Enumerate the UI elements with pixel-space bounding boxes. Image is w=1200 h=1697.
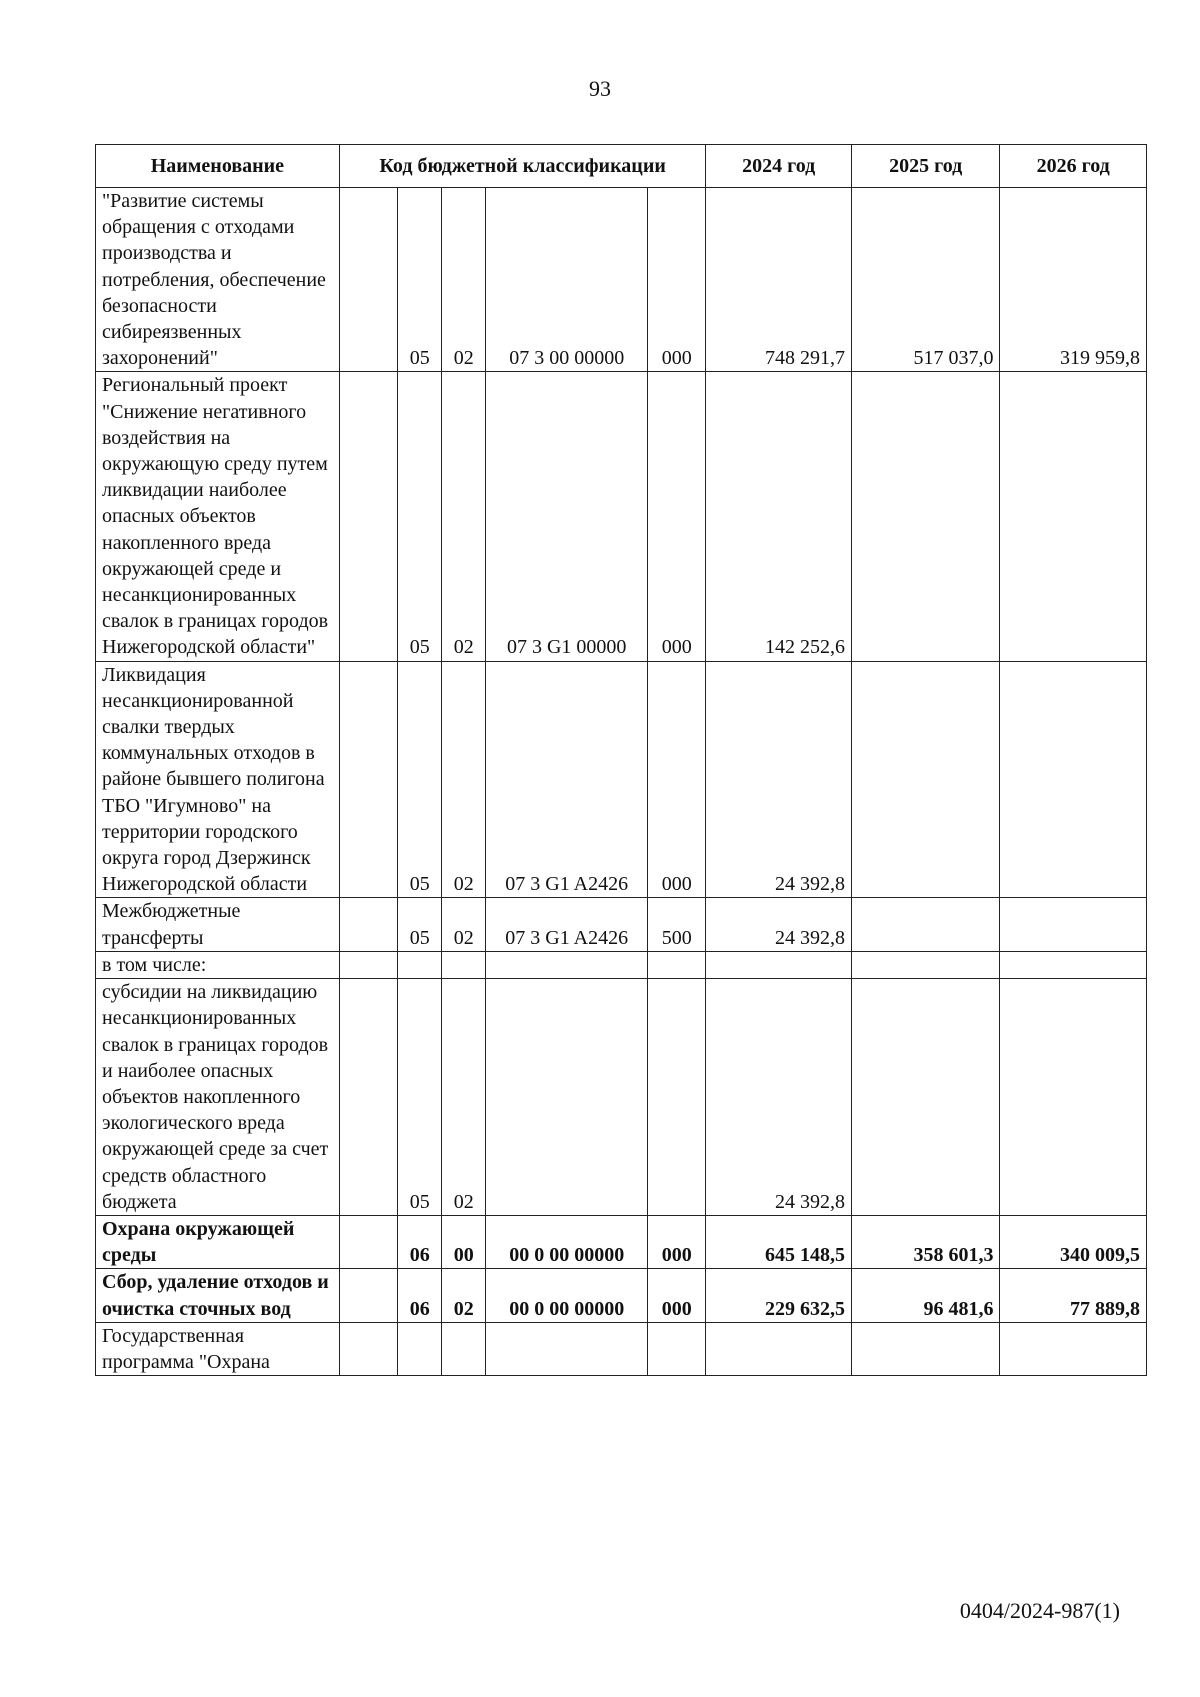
table-row (96, 372, 1147, 661)
row-pr: 02 (442, 979, 486, 1216)
row-empty-cell (339, 898, 397, 951)
table-row (96, 1215, 1147, 1268)
row-2025 (851, 898, 1000, 951)
row-2025 (851, 1322, 1000, 1375)
row-csr: 07 3 G1 00000 (486, 372, 648, 661)
row-name: в том числе: (96, 951, 340, 978)
row-csr (486, 1322, 648, 1375)
row-name: Государственная программа "Охрана (96, 1322, 340, 1375)
row-csr: 07 3 00 00000 (486, 188, 648, 372)
row-csr: 00 0 00 00000 (486, 1215, 648, 1268)
row-2026 (1000, 372, 1147, 661)
row-2026 (1000, 1322, 1147, 1375)
row-2025: 358 601,3 (851, 1215, 1000, 1268)
row-rz: 05 (398, 661, 442, 898)
row-2026 (1000, 979, 1147, 1216)
row-2024: 24 392,8 (706, 979, 851, 1216)
row-csr (486, 979, 648, 1216)
row-vr: 000 (648, 1215, 706, 1268)
row-2025 (851, 372, 1000, 661)
row-empty-cell (339, 1322, 397, 1375)
row-pr (442, 951, 486, 978)
row-empty-cell (339, 661, 397, 898)
row-2026 (1000, 661, 1147, 898)
row-rz: 05 (398, 898, 442, 951)
row-2024: 142 252,6 (706, 372, 851, 661)
row-2024: 229 632,5 (706, 1269, 851, 1322)
row-pr: 00 (442, 1215, 486, 1268)
document-code: 0404/2024-987(1) (959, 1598, 1120, 1623)
row-pr: 02 (442, 1269, 486, 1322)
row-pr: 02 (442, 188, 486, 372)
table-row (96, 951, 1147, 978)
row-2024: 748 291,7 (706, 188, 851, 372)
row-vr: 500 (648, 898, 706, 951)
row-csr: 00 0 00 00000 (486, 1269, 648, 1322)
row-rz: 06 (398, 1269, 442, 1322)
row-name: Ликвидация несанкционированной свалки твердых коммунальных отходов в районе бывшего полигона ТБО "Игумново" на территории городского округа город Дзержинск Нижегородской области (96, 661, 340, 898)
row-2025 (851, 951, 1000, 978)
row-pr (442, 1322, 486, 1375)
row-name: Охрана окружающей среды (96, 1215, 340, 1268)
table-row (96, 1269, 1147, 1322)
row-2026: 319 959,8 (1000, 188, 1147, 372)
row-2026: 77 889,8 (1000, 1269, 1147, 1322)
header-2026: 2026 год (1000, 145, 1147, 188)
row-vr (648, 979, 706, 1216)
row-2024: 24 392,8 (706, 898, 851, 951)
row-2025 (851, 661, 1000, 898)
header-code: Код бюджетной классификации (339, 145, 706, 188)
row-pr: 02 (442, 372, 486, 661)
row-2025: 96 481,6 (851, 1269, 1000, 1322)
row-empty-cell (339, 188, 397, 372)
row-2024 (706, 1322, 851, 1375)
row-empty-cell (339, 1269, 397, 1322)
row-name: "Развитие системы обращения с отходами производства и потребления, обеспечение безопасности сибиреязвенных захоронений" (96, 188, 340, 372)
row-empty-cell (339, 1215, 397, 1268)
header-2024: 2024 год (706, 145, 851, 188)
row-empty-cell (339, 951, 397, 978)
row-vr (648, 1322, 706, 1375)
row-rz: 05 (398, 979, 442, 1216)
row-2024: 24 392,8 (706, 661, 851, 898)
row-csr (486, 951, 648, 978)
row-empty-cell (339, 979, 397, 1216)
row-empty-cell (339, 372, 397, 661)
header-name: Наименование (96, 145, 340, 188)
row-name: Сбор, удаление отходов и очистка сточных вод (96, 1269, 340, 1322)
row-rz: 05 (398, 372, 442, 661)
table-row (96, 661, 1147, 898)
row-vr (648, 951, 706, 978)
budget-table (95, 144, 1147, 1376)
row-2025: 517 037,0 (851, 188, 1000, 372)
row-name: субсидии на ликвидацию несанкционированных свалок в границах городов и наиболее опасных объектов накопленного экологического вреда окружающей среде за счет средств областного бюджета (96, 979, 340, 1216)
row-rz: 05 (398, 188, 442, 372)
row-pr: 02 (442, 898, 486, 951)
row-rz (398, 951, 442, 978)
row-2024 (706, 951, 851, 978)
row-2026 (1000, 898, 1147, 951)
row-vr: 000 (648, 372, 706, 661)
row-2026 (1000, 951, 1147, 978)
row-name: Региональный проект "Снижение негативного воздействия на окружающую среду путем ликвидации наиболее опасных объектов накопленного вреда окружающей среде и несанкционированных свалок в границах городов Нижегородской области" (96, 372, 340, 661)
row-pr: 02 (442, 661, 486, 898)
table-row (96, 898, 1147, 951)
row-vr: 000 (648, 188, 706, 372)
row-csr: 07 3 G1 A2426 (486, 661, 648, 898)
row-rz (398, 1322, 442, 1375)
row-2026: 340 009,5 (1000, 1215, 1147, 1268)
row-csr: 07 3 G1 A2426 (486, 898, 648, 951)
row-vr: 000 (648, 1269, 706, 1322)
row-vr: 000 (648, 661, 706, 898)
table-row (96, 188, 1147, 372)
page-number: 93 (589, 76, 611, 101)
header-row (96, 145, 1147, 188)
row-rz: 06 (398, 1215, 442, 1268)
table-row (96, 1322, 1147, 1375)
row-2024: 645 148,5 (706, 1215, 851, 1268)
table-row (96, 979, 1147, 1216)
row-name: Межбюджетные трансферты (96, 898, 340, 951)
header-2025: 2025 год (851, 145, 1000, 188)
row-2025 (851, 979, 1000, 1216)
